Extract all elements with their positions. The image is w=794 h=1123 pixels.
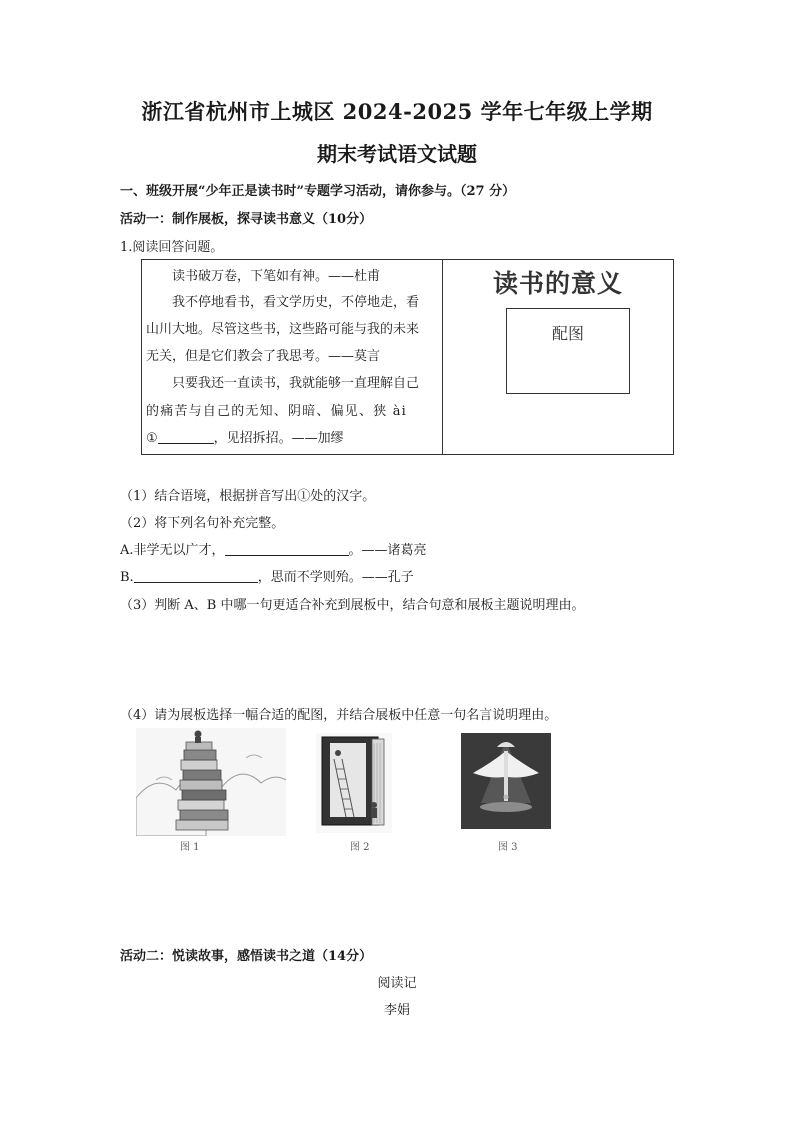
section1-heading: 一、班级开展“少年正是读书时”专题学习活动，请你参与。（27 分） — [120, 184, 516, 199]
sub2-a-prefix: A.非学无以广才， — [120, 543, 225, 558]
display-board-quotes — [142, 260, 443, 454]
sub2-b-prefix: B. — [120, 570, 134, 585]
figure-3-caption: 图 3 — [498, 842, 518, 853]
exam-title-line2: 期末考试语文试题 — [317, 142, 477, 166]
display-board — [141, 259, 674, 455]
reading-title: 阅读记 — [377, 976, 417, 991]
image-placeholder — [506, 308, 630, 394]
figure-3-lamp-book-image[interactable] — [461, 733, 551, 829]
activity2-heading: 活动二：悦读故事，感悟读书之道（14分） — [120, 949, 373, 964]
blank-marker: ① — [146, 431, 158, 446]
quote-dufu: 读书破万卷，下笔如有神。——杜甫 — [172, 269, 381, 284]
sub2-b-suffix: ，思而不学则殆。——孔子 — [257, 570, 414, 585]
quote-moyan-line1: 我不停地看书，看文学历史，不停地走，看 — [172, 295, 420, 310]
figure-1-caption: 图 1 — [180, 842, 200, 853]
quote-moyan-line3: 无关，但是它们教会了我思考。——莫言 — [146, 349, 381, 364]
subquestion3: （3）判断 A、B 中哪一句更适合补充到展板中，结合句意和展板主题说明理由。 — [120, 598, 585, 613]
quote-camus-line2: 的痛苦与自己的无知、阴暗、偏见、狭 ài — [146, 404, 408, 419]
subquestion2-b — [120, 566, 414, 585]
answer-blank-a[interactable] — [225, 543, 349, 556]
figure-2-caption: 图 2 — [350, 842, 370, 853]
activity1-heading: 活动一：制作展板，探寻读书意义（10分） — [120, 212, 373, 227]
question1: 1.阅读回答问题。 — [120, 240, 224, 255]
subquestion4: （4）请为展板选择一幅合适的配图，并结合展板中任意一句名言说明理由。 — [120, 708, 558, 723]
subquestion2: （2）将下列名句补充完整。 — [120, 516, 285, 531]
quote-camus-line3 — [146, 427, 344, 446]
subquestion1: （1）结合语境，根据拼音写出①处的汉字。 — [120, 489, 376, 504]
figure-2-book-ladder-image[interactable] — [316, 733, 392, 833]
quote-moyan-line2: 山川大地。尽管这些书，这些路可能与我的未来 — [146, 322, 420, 337]
sub2-a-suffix: 。——诸葛亮 — [348, 543, 427, 558]
quote-camus-line1: 只要我还一直读书，我就能够一直理解自己 — [172, 376, 420, 391]
image-placeholder-label: 配图 — [551, 324, 584, 343]
figure-1-book-stack-image[interactable] — [136, 728, 286, 836]
display-board-title: 读书的意义 — [492, 269, 623, 298]
answer-blank-b[interactable] — [134, 570, 258, 583]
quote-camus-end: ，见招拆招。——加缪 — [213, 431, 344, 446]
reading-author: 李娟 — [383, 1003, 410, 1018]
exam-title-line1: 浙江省杭州市上城区 2024-2025 学年七年级上学期 — [141, 99, 653, 124]
display-board-visual — [443, 260, 673, 454]
subquestion2-a — [120, 539, 427, 558]
answer-blank-1[interactable] — [158, 431, 214, 444]
